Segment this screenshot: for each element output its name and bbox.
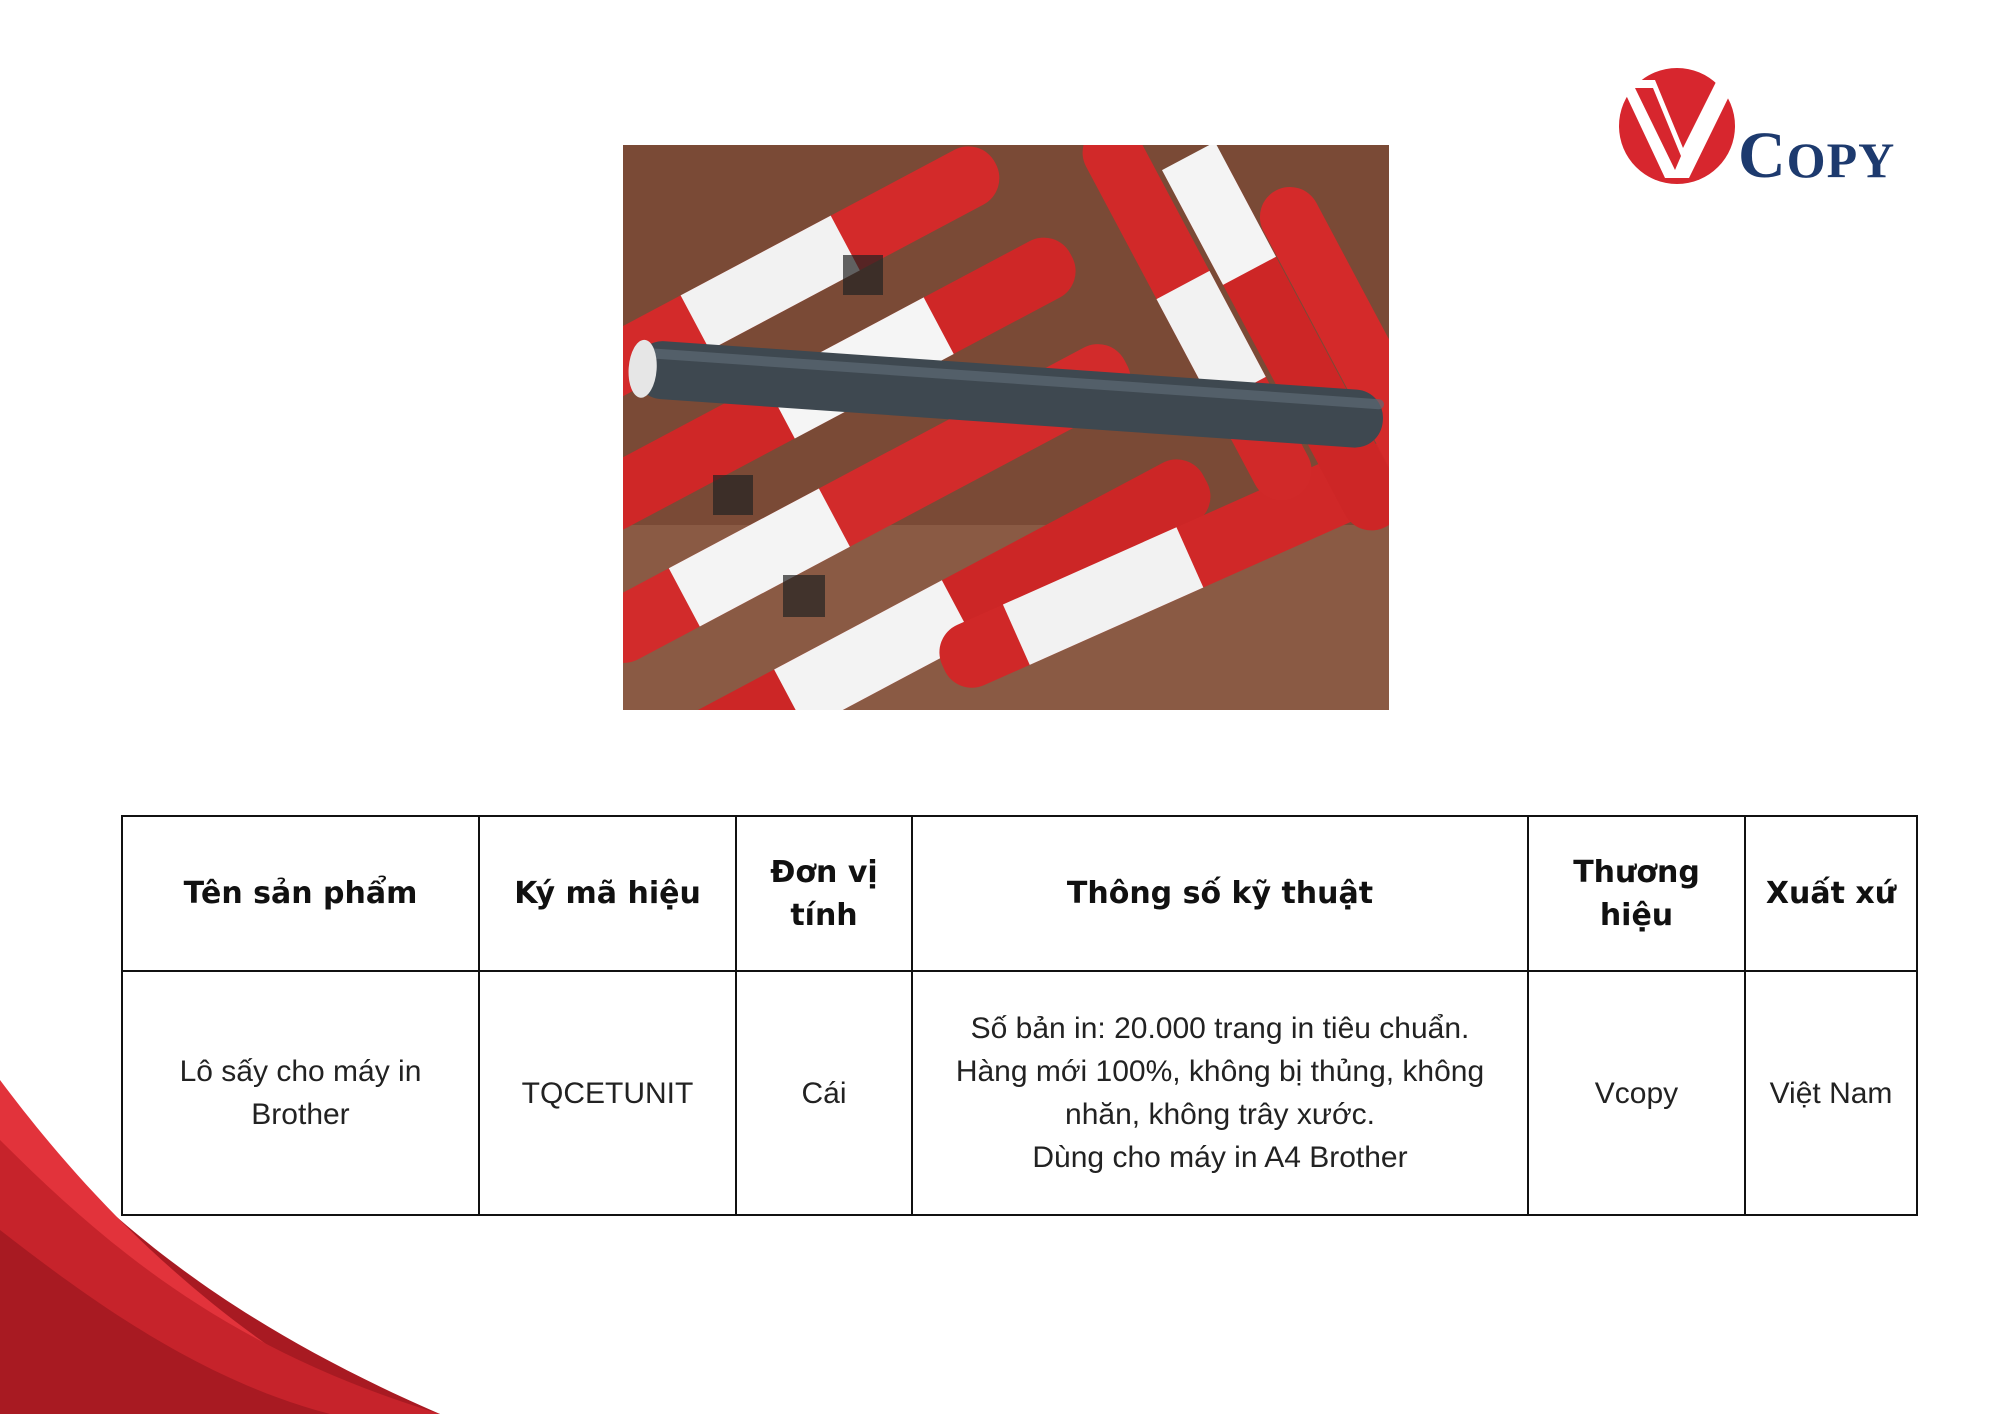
cell-origin: Việt Nam xyxy=(1745,971,1917,1215)
header-brand: Thương hiệu xyxy=(1528,816,1745,971)
decorative-swoosh xyxy=(0,1080,460,1414)
header-unit: Đơn vị tính xyxy=(736,816,912,971)
spec-line: Dùng cho máy in A4 Brother xyxy=(1032,1141,1408,1174)
header-origin: Xuất xứ xyxy=(1745,816,1917,971)
cell-unit: Cái xyxy=(736,971,912,1215)
logo-wordmark: COPY xyxy=(1738,119,1896,192)
table-header-row xyxy=(122,816,1917,971)
cell-code: TQCETUNIT xyxy=(479,971,736,1215)
cell-brand: Vcopy xyxy=(1528,971,1745,1215)
spec-line: Số bản in: 20.000 trang in tiêu chuẩn. xyxy=(970,1012,1470,1045)
header-product-name: Tên sản phẩm xyxy=(122,816,479,971)
cell-specs xyxy=(912,971,1528,1215)
header-specs: Thông số kỹ thuật xyxy=(912,816,1528,971)
spec-line: Hàng mới 100%, không bị thủng, không nhăn, không trây xước. xyxy=(955,1055,1485,1131)
cell-product-name: Lô sấy cho máy in Brother xyxy=(122,971,479,1215)
header-code: Ký mã hiệu xyxy=(479,816,736,971)
product-photo xyxy=(623,145,1389,710)
